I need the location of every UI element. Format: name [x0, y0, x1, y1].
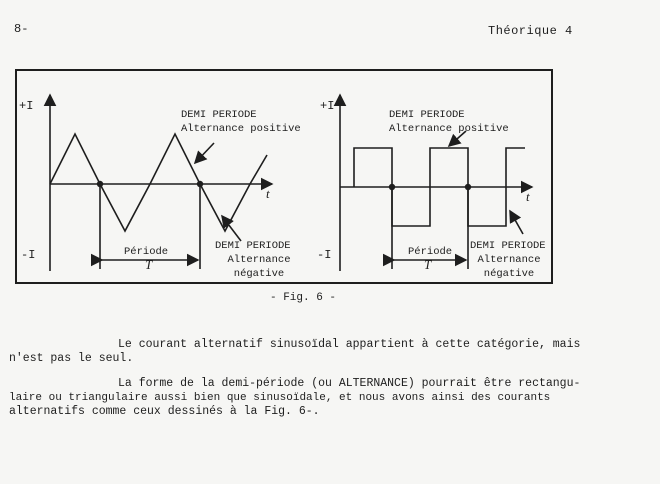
left-demi-periode-bottom: DEMI PERIODE [215, 240, 291, 252]
left-periode-label: Période [124, 246, 169, 258]
page-number: 8- [14, 22, 29, 36]
left-alternance-negative-1: Alternance [227, 254, 291, 266]
left-zero-crossing [197, 181, 203, 187]
left-positive-pointer [195, 143, 214, 163]
paragraph-1-line-2: n'est pas le seul. [9, 352, 134, 365]
paragraph-2-line-3: alternatifs comme ceux dessinés à la Fig. 6-. [9, 405, 320, 418]
right-negative-pointer [510, 211, 523, 234]
left-plus-i-label: +I [19, 99, 34, 113]
left-zero-crossing [97, 181, 103, 187]
left-minus-i-label: -I [21, 248, 36, 262]
left-triangle-wave [50, 134, 267, 231]
right-period-symbol: T [424, 257, 432, 272]
right-zero-crossing [465, 184, 471, 190]
left-period-symbol: T [145, 257, 153, 272]
left-demi-periode-top: DEMI PERIODE [181, 109, 257, 121]
right-t-label: t [526, 189, 530, 204]
left-alternance-negative-2: négative [233, 268, 285, 280]
figure-caption: - Fig. 6 - [270, 292, 337, 304]
right-alternance-positive: Alternance positive [389, 123, 509, 135]
left-t-label: t [266, 186, 270, 201]
paragraph-1-line-1: Le courant alternatif sinusoïdal appartient à cette catégorie, mais [118, 338, 581, 351]
paragraph-2-line-1: La forme de la demi-période (ou ALTERNANCE) pourrait être rectangu- [118, 377, 581, 390]
right-zero-crossing [389, 184, 395, 190]
page-title: Théorique 4 [488, 24, 573, 38]
left-alternance-positive: Alternance positive [181, 123, 301, 135]
right-plus-i-label: +I [320, 99, 335, 113]
figure-6 [15, 69, 553, 284]
right-alternance-negative-2: négative [483, 268, 535, 280]
right-demi-periode-bottom: DEMI PERIODE [470, 240, 546, 252]
right-periode-label: Période [408, 246, 453, 258]
right-demi-periode-top: DEMI PERIODE [389, 109, 465, 121]
right-alternance-negative-1: Alternance [477, 254, 541, 266]
right-minus-i-label: -I [317, 248, 332, 262]
paragraph-2-line-2: laire ou triangulaire aussi bien que sinusoïdale, et nous avons ainsi des courants [9, 392, 551, 404]
